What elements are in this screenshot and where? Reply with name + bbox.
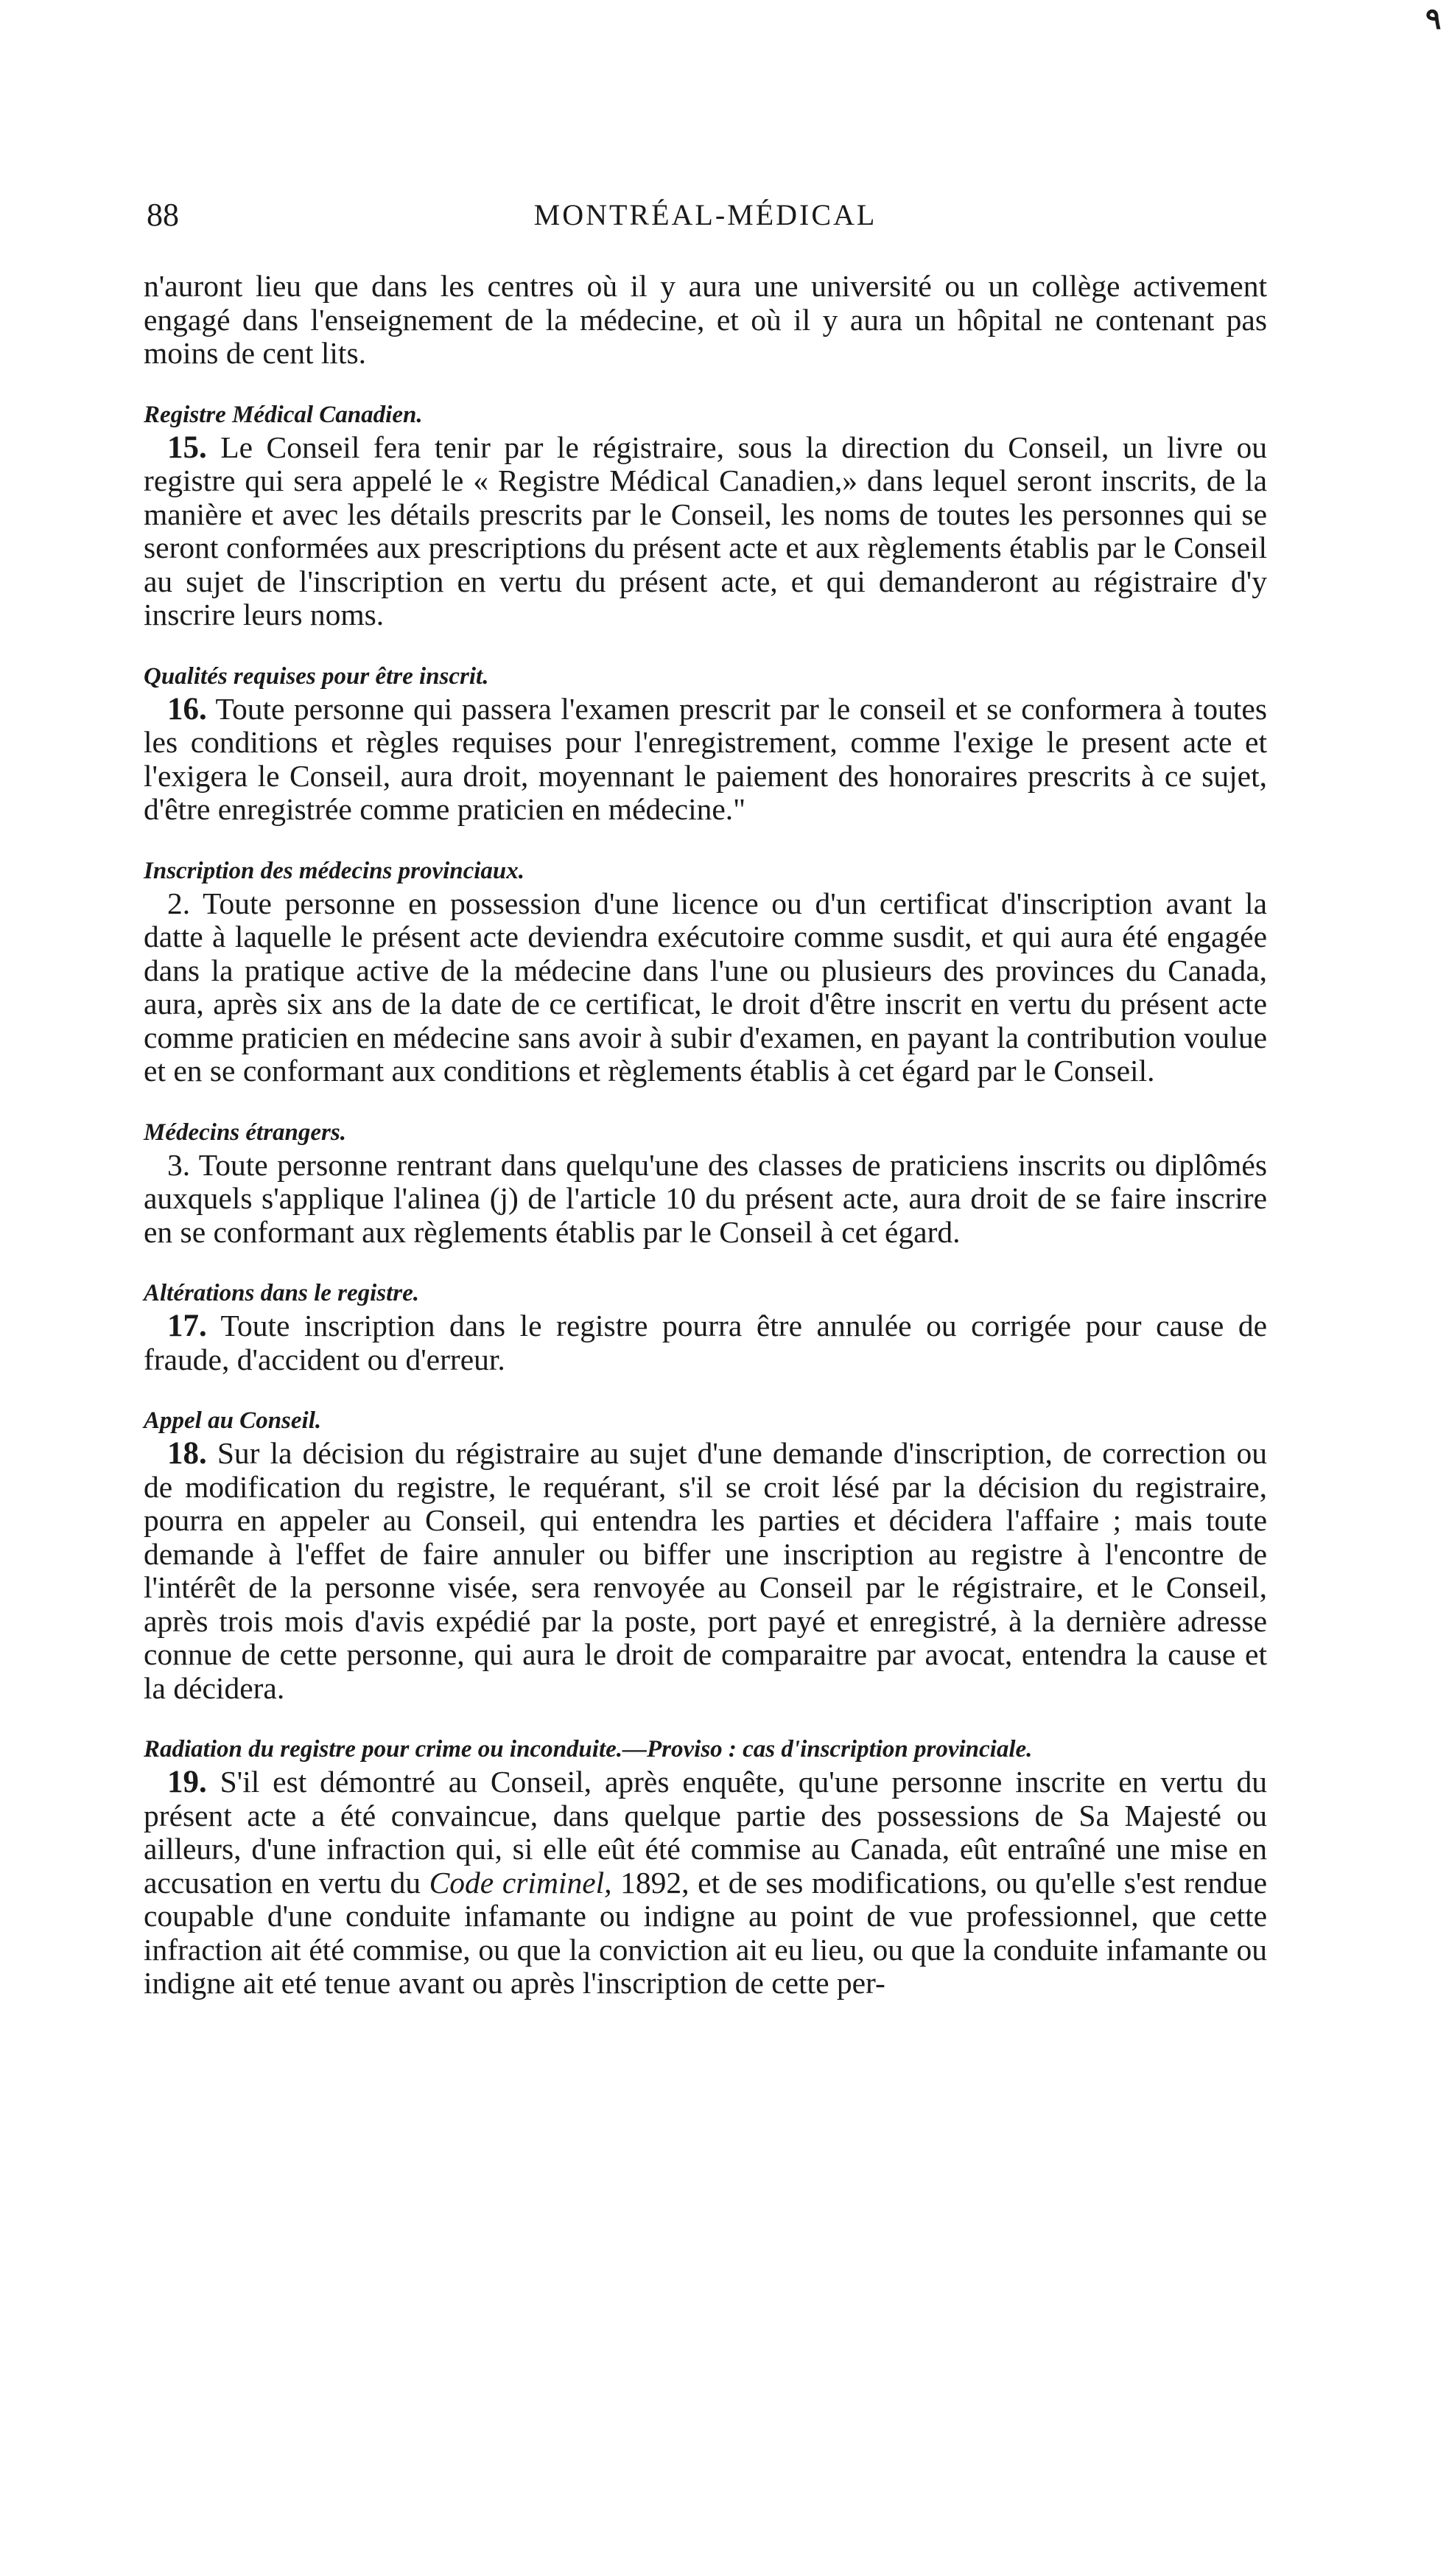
section-number: 18.	[167, 1436, 207, 1471]
sidenote-medecins-etrangers: Médecins étrangers.	[144, 1119, 346, 1146]
subsection-3	[144, 1149, 1267, 1250]
section-16	[144, 693, 1267, 827]
section-number: 17.	[167, 1309, 207, 1343]
sidenote-radiation: Radiation du registre pour crime ou inconduite.—Proviso : cas d'inscription provinciale.	[144, 1736, 1033, 1763]
intro-paragraph: n'auront lieu que dans les centres où il y aura une université ou un collège activement engagé dans l'enseignement de la médecine, et où il y aura un hôpital ne contenant pas moins de cent lits.	[144, 269, 1267, 370]
body-text	[144, 270, 1267, 2001]
section-15	[144, 431, 1267, 632]
page	[144, 193, 1267, 2001]
section-text-part1: S'il est démontré au Conseil, après enquête, qu'une personne inscrite en vertu du présent acte a été convaincue, dans quelque partie des possessions de Sa Majesté ou ailleurs, d'une infraction qui, si elle eût été commise au Canada, eût entraîné une mise en accusation en vertu du	[144, 1765, 1268, 1900]
section-text: Toute inscription dans le registre pourra être annulée ou corrigée pour cause de fraude, d'accident ou d'erreur.	[144, 1309, 1267, 1376]
subsection-2	[144, 887, 1267, 1088]
section-text-part2: 1892, et de ses modifications, ou qu'elle s'est rendue coupable d'une conduite infamante ou indigne au point de vue professionnel, que cette infraction ait été commise, ou que la conviction ait eu lieu, ou que la conduite infamante ou indigne ait eté tenue avant ou après l'inscription de cette per-	[144, 1865, 1268, 2000]
running-title: MONTRÉAL-MÉDICAL	[533, 198, 877, 231]
section-17	[144, 1309, 1267, 1376]
section-19	[144, 1765, 1267, 2001]
sidenote-inscription-provinciaux: Inscription des médecins provinciaux.	[144, 857, 525, 884]
section-number: 19.	[167, 1765, 207, 1799]
sidenote-registre: Registre Médical Canadien.	[144, 401, 423, 428]
subsection-number: 2.	[167, 886, 191, 920]
sidenote-qualites: Qualités requises pour être inscrit.	[144, 662, 489, 690]
code-criminel-citation: Code criminel,	[429, 1865, 612, 1900]
section-number: 15.	[167, 430, 207, 465]
section-text: Toute personne qui passera l'examen prescrit par le conseil et se conformera à toutes les conditions et règles requises pour l'enregistrement, comme l'exige le present acte et l'exigera le Conseil, aura droit, moyennant le paiement des honoraires prescrits à ce sujet, d'être enregistrée comme praticien en médecine."	[144, 691, 1267, 826]
section-number: 16.	[167, 691, 207, 727]
section-text: Toute personne en possession d'une licence ou d'un certificat d'inscription avant la datte à laquelle le présent acte deviendra exécutoire comme susdit, et qui aura été engagée dans la pratique active de la médecine dans l'une ou plusieurs des provinces du Canada, aura, après six ans de la date de ce certificat, le droit d'être inscrit en vertu du présent acte comme praticien en médecine sans avoir à subir d'examen, en payant la contribution voulue et en se conformant aux conditions et règlements établis à cet égard par le Conseil.	[144, 886, 1267, 1088]
section-text: Toute personne rentrant dans quelqu'une des classes de praticiens inscrits ou diplômés auxquels s'applique l'alinea (j) de l'article 10 du présent acte, aura droit de se faire inscrire en se conformant aux règlements établis par le Conseil à cet égard.	[144, 1147, 1267, 1249]
page-header	[144, 193, 1267, 237]
section-text: Le Conseil fera tenir par le régistraire, sous la direction du Conseil, un livre ou registre qui sera appelé le « Registre Médical Canadien,» dans lequel seront inscrits, de la manière et avec les détails prescrits par le Conseil, les noms de toutes les personnes qui se seront conformées aux prescriptions du présent acte et aux règlements établis par le Conseil au sujet de l'inscription en vertu du présent acte, et qui demanderont au régistraire d'y inscrire leurs noms.	[144, 430, 1267, 631]
page-number: 88	[147, 197, 179, 233]
corner-mark: ٩	[1425, 2, 1442, 35]
sidenote-alterations: Altérations dans le registre.	[144, 1280, 420, 1306]
section-text: Sur la décision du régistraire au sujet d'une demande d'inscription, de correction ou de modification du registre, le requérant, s'il se croit lésé par la décision du registraire, pourra en appeler au Conseil, qui entendra les parties et décidera l'affaire ; mais toute demande à l'effet de faire annuler ou biffer une inscription au registre à l'encontre de l'intérêt de la personne visée, sera renvoyée au Conseil par le régistraire, et le Conseil, après trois mois d'avis expédié par la poste, port payé et enregistré, à la dernière adresse connue de cette personne, qui aura le droit de comparaitre par avocat, entendra la cause et la décidera.	[144, 1436, 1267, 1705]
section-18	[144, 1437, 1267, 1705]
subsection-number: 3.	[167, 1147, 191, 1182]
sidenote-appel: Appel au Conseil.	[144, 1407, 322, 1434]
